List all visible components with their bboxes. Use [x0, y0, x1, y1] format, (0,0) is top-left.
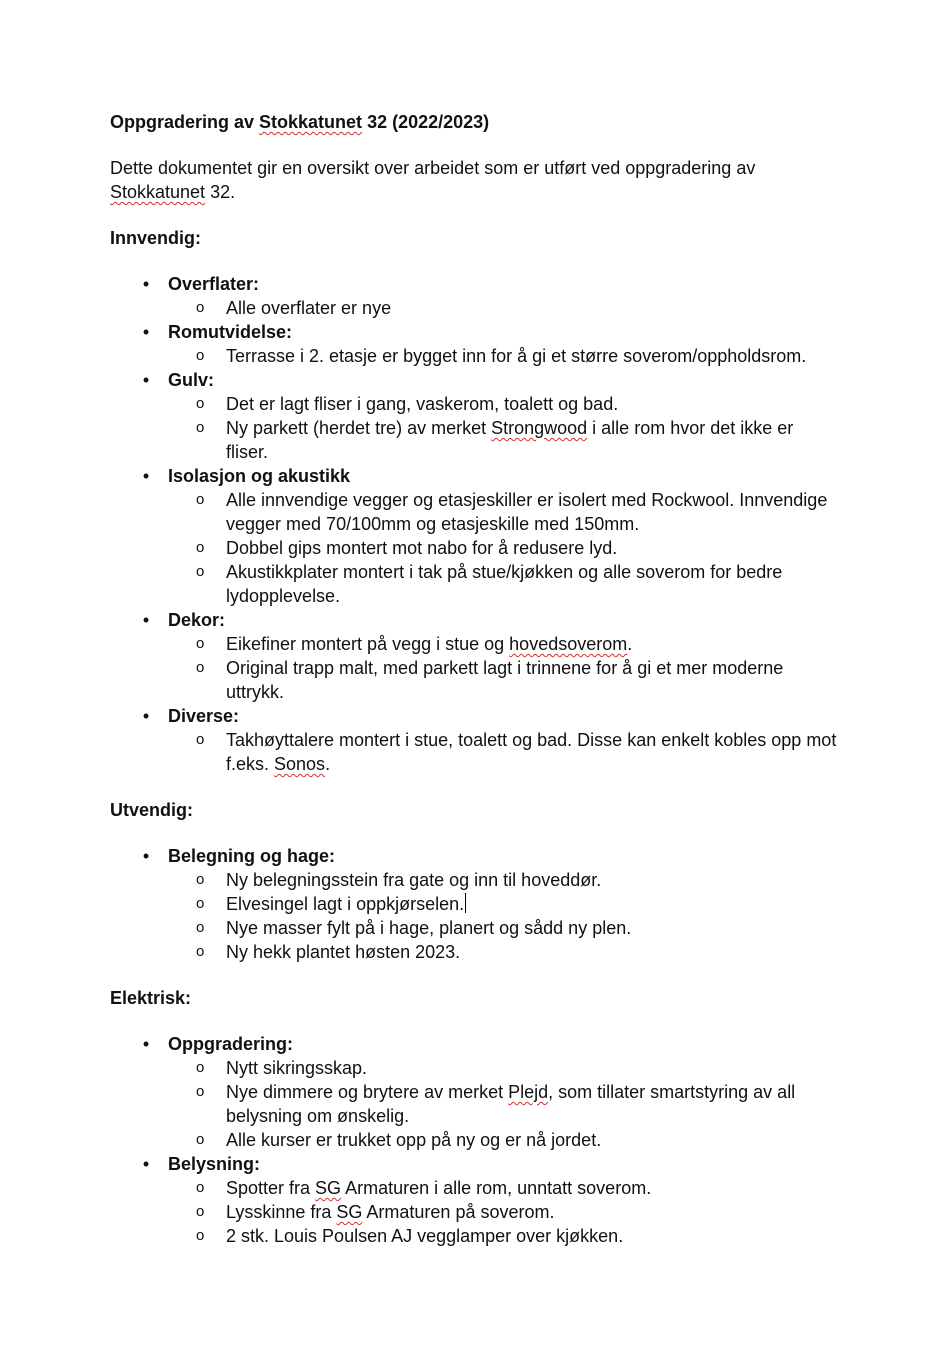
- spellcheck-flagged-word[interactable]: Strongwood: [491, 418, 588, 438]
- sub-bullet-text: Original trapp malt, med parkett lagt i trinnene for å gi et mer moderne uttrykk.: [226, 658, 784, 702]
- sub-bullet-text: Dobbel gips montert mot nabo for å redusere lyd.: [226, 538, 618, 558]
- spellcheck-flagged-word[interactable]: Plejd: [508, 1082, 549, 1102]
- circle-bullet-icon: o: [196, 635, 205, 652]
- circle-bullet-icon: o: [196, 347, 205, 364]
- sub-bullet-item: [168, 916, 840, 940]
- sub-bullet-text: Armaturen i alle rom, unntatt soverom.: [341, 1178, 652, 1198]
- sub-bullet-text: Alle innvendige vegger og etasjeskiller er isolert med Rockwool. Innvendige vegger med 70/100mm og etasjeskille med 150mm.: [226, 490, 828, 534]
- bullet-item-label: Isolasjon og akustikk: [168, 466, 351, 486]
- spellcheck-flagged-word[interactable]: hovedsoverom: [509, 634, 628, 654]
- sub-bullet-list: [168, 344, 840, 368]
- sub-bullet-text: Ny hekk plantet høsten 2023.: [226, 942, 461, 962]
- sub-bullet-text: Det er lagt fliser i gang, vaskerom, toalett og bad.: [226, 394, 619, 414]
- sub-bullet-text: Armaturen på soverom.: [362, 1202, 555, 1222]
- sub-bullet-text: i alle rom hvor det ikke er fliser.: [226, 418, 794, 462]
- sub-bullet-text: .: [627, 634, 633, 654]
- sub-bullet-text: Lysskinne fra: [226, 1202, 337, 1222]
- sub-bullet-text: .: [325, 754, 331, 774]
- bullet-item: [110, 844, 840, 964]
- sub-bullet-item: [168, 656, 840, 704]
- bullet-item: [110, 320, 840, 368]
- circle-bullet-icon: o: [196, 871, 205, 888]
- sub-bullet-text: Akustikkplater montert i tak på stue/kjøkken og alle soverom for bedre lydopplevelse.: [226, 562, 783, 606]
- bullet-icon: •: [142, 706, 150, 726]
- sub-bullet-item: [168, 892, 840, 916]
- bullet-list: [110, 272, 840, 776]
- sub-bullet-item: [168, 1056, 840, 1080]
- bullet-item-label: Belysning:: [168, 1154, 261, 1174]
- bullet-icon: •: [142, 1034, 150, 1054]
- spellcheck-flagged-word[interactable]: SG: [336, 1202, 363, 1222]
- sub-bullet-item: [168, 488, 840, 536]
- document-title: [110, 110, 840, 134]
- circle-bullet-icon: o: [196, 1083, 205, 1100]
- bullet-icon: •: [142, 610, 150, 630]
- sub-bullet-text: Eikefiner montert på vegg i stue og: [226, 634, 510, 654]
- sub-bullet-text: Nye dimmere og brytere av merket: [226, 1082, 509, 1102]
- circle-bullet-icon: o: [196, 419, 205, 436]
- sub-bullet-item: [168, 560, 840, 608]
- bullet-icon: •: [142, 274, 150, 294]
- section-heading: Utvendig:: [110, 800, 193, 820]
- sub-bullet-item: [168, 344, 840, 368]
- circle-bullet-icon: o: [196, 395, 205, 412]
- title-text: Oppgradering av: [110, 112, 260, 132]
- bullet-item: [110, 704, 840, 776]
- sub-bullet-list: [168, 728, 840, 776]
- sub-bullet-item: [168, 416, 840, 464]
- sub-bullet-list: [168, 1056, 840, 1152]
- sub-bullet-text: Ny belegningsstein fra gate og inn til hoveddør.: [226, 870, 602, 890]
- bullet-item-label: Overflater:: [168, 274, 260, 294]
- sub-bullet-item: [168, 940, 840, 964]
- bullet-icon: •: [142, 322, 150, 342]
- sub-bullet-list: [168, 632, 840, 704]
- sub-bullet-text: Nytt sikringsskap.: [226, 1058, 368, 1078]
- bullet-item: [110, 608, 840, 704]
- sub-bullet-list: [168, 488, 840, 608]
- section-heading: Elektrisk:: [110, 988, 192, 1008]
- circle-bullet-icon: o: [196, 1059, 205, 1076]
- sub-bullet-text: Ny parkett (herdet tre) av merket: [226, 418, 492, 438]
- sub-bullet-text: Terrasse i 2. etasje er bygget inn for å gi et større soverom/oppholdsrom.: [226, 346, 807, 366]
- bullet-item: [110, 1032, 840, 1152]
- circle-bullet-icon: o: [196, 1131, 205, 1148]
- sub-bullet-item: [168, 1128, 840, 1152]
- circle-bullet-icon: o: [196, 539, 205, 556]
- bullet-item-label: Gulv:: [168, 370, 215, 390]
- bullet-item: [110, 464, 840, 608]
- sub-bullet-item: [168, 536, 840, 560]
- sub-bullet-text: , som tillater smartstyring av all belysning om ønskelig.: [226, 1082, 796, 1126]
- text-cursor: [465, 893, 466, 913]
- circle-bullet-icon: o: [196, 943, 205, 960]
- bullet-list: [110, 844, 840, 964]
- sub-bullet-text: 2 stk. Louis Poulsen AJ vegglamper over kjøkken.: [226, 1226, 624, 1246]
- circle-bullet-icon: o: [196, 491, 205, 508]
- bullet-icon: •: [142, 370, 150, 390]
- sub-bullet-text: Elvesingel lagt i oppkjørselen.: [226, 894, 465, 914]
- sub-bullet-item: [168, 728, 840, 776]
- circle-bullet-icon: o: [196, 919, 205, 936]
- spellcheck-flagged-word[interactable]: Sonos: [274, 754, 326, 774]
- circle-bullet-icon: o: [196, 731, 205, 748]
- circle-bullet-icon: o: [196, 1203, 205, 1220]
- title-text: 32 (2022/2023): [362, 112, 490, 132]
- spellcheck-flagged-word[interactable]: SG: [315, 1178, 342, 1198]
- sub-bullet-item: [168, 868, 840, 892]
- sub-bullet-list: [168, 296, 840, 320]
- circle-bullet-icon: o: [196, 1227, 205, 1244]
- bullet-list: [110, 1032, 840, 1248]
- document-page: [110, 110, 840, 1270]
- sub-bullet-text: Alle kurser er trukket opp på ny og er nå jordet.: [226, 1130, 602, 1150]
- sub-bullet-text: Nye masser fylt på i hage, planert og sådd ny plen.: [226, 918, 632, 938]
- circle-bullet-icon: o: [196, 299, 205, 316]
- sub-bullet-item: [168, 1200, 840, 1224]
- sub-bullet-list: [168, 1176, 840, 1248]
- bullet-item-label: Romutvidelse:: [168, 322, 293, 342]
- sub-bullet-text: Spotter fra: [226, 1178, 316, 1198]
- bullet-item-label: Belegning og hage:: [168, 846, 336, 866]
- sub-bullet-item: [168, 1080, 840, 1128]
- sub-bullet-text: Alle overflater er nye: [226, 298, 392, 318]
- bullet-item: [110, 368, 840, 464]
- sections-container: [110, 226, 840, 1248]
- sub-bullet-item: [168, 1224, 840, 1248]
- section-heading: Innvendig:: [110, 228, 201, 248]
- intro-text: Dette dokumentet gir en oversikt over arbeidet som er utført ved oppgradering av: [110, 158, 756, 178]
- spellcheck-flagged-word[interactable]: Stokkatunet: [110, 182, 206, 202]
- circle-bullet-icon: o: [196, 659, 205, 676]
- bullet-item-label: Diverse:: [168, 706, 240, 726]
- sub-bullet-item: [168, 632, 840, 656]
- circle-bullet-icon: o: [196, 1179, 205, 1196]
- sub-bullet-list: [168, 868, 840, 964]
- sub-bullet-item: [168, 1176, 840, 1200]
- bullet-icon: •: [142, 466, 150, 486]
- sub-bullet-item: [168, 392, 840, 416]
- bullet-item-label: Oppgradering:: [168, 1034, 293, 1054]
- sub-bullet-list: [168, 392, 840, 464]
- bullet-icon: •: [142, 1154, 150, 1174]
- circle-bullet-icon: o: [196, 895, 205, 912]
- intro-text: 32.: [205, 182, 236, 202]
- spellcheck-flagged-word[interactable]: Stokkatunet: [259, 112, 363, 132]
- bullet-icon: •: [142, 846, 150, 866]
- sub-bullet-text: Takhøyttalere montert i stue, toalett og bad. Disse kan enkelt kobles opp mot f.eks.: [226, 730, 837, 774]
- circle-bullet-icon: o: [196, 563, 205, 580]
- bullet-item: [110, 1152, 840, 1248]
- sub-bullet-item: [168, 296, 840, 320]
- intro-paragraph: [110, 156, 840, 204]
- bullet-item-label: Dekor:: [168, 610, 226, 630]
- bullet-item: [110, 272, 840, 320]
